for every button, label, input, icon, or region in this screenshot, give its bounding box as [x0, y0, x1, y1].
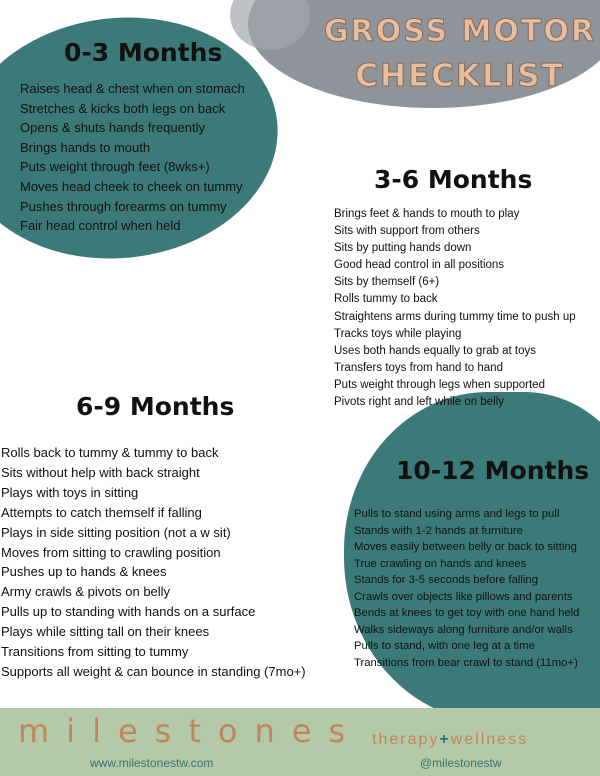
list-item: Pulls up to standing with hands on a surface [1, 604, 256, 620]
list-item: Walks sideways along furniture and/or walls [354, 623, 573, 636]
list-10-12-months [354, 506, 579, 671]
list-item: Plays with toys in sitting [1, 484, 139, 500]
list-item: Sits by putting hands down [334, 242, 472, 255]
list-item: Uses both hands equally to grab at toys [334, 344, 537, 357]
list-3-6-months [334, 206, 576, 411]
list-item: Moves head cheek to cheek on tummy [20, 178, 243, 194]
list-item: Puts weight through feet (8wks+) [20, 159, 210, 175]
list-item: Pushes up to hands & knees [1, 564, 167, 580]
list-item: Brings hands to mouth [20, 139, 151, 155]
section-heading-3-6: 3-6 Months [374, 165, 533, 194]
checklist-title-line2: CHECKLIST [355, 58, 565, 94]
list-item: Stands for 3-5 seconds before falling [354, 574, 538, 586]
list-item: Army crawls & pivots on belly [1, 584, 171, 600]
list-6-9-months [1, 443, 306, 682]
list-item: Plays in side sitting position (not a w sit) [1, 524, 231, 540]
list-item: Stands with 1-2 hands at furniture [354, 524, 523, 537]
list-item: Good head control in all positions [334, 259, 505, 272]
list-item: Transitions from sitting to tummy [1, 644, 189, 660]
list-item: Supports all weight & can bounce in standing (7mo+) [1, 663, 306, 679]
list-item: Fair head control when held [20, 218, 181, 234]
list-item: Tracks toys while playing [334, 327, 462, 340]
list-item: Transitions from bear crawl to stand (11mo+) [354, 656, 578, 669]
list-item: Pulls to stand using arms and legs to pull [354, 508, 560, 520]
list-item: Stretches & kicks both legs on back [20, 100, 226, 116]
list-0-3-months [20, 79, 245, 236]
list-item: Plays while sitting tall on their knees [1, 624, 210, 640]
list-item: Pushes through forearms on tummy [20, 198, 227, 214]
list-item: True crawling on hands and knees [354, 557, 527, 570]
website-link[interactable]: www.milestonestw.com [90, 756, 214, 770]
tagline-therapy: therapy [372, 731, 440, 748]
list-item: Crawls over objects like pillows and parents [354, 590, 573, 603]
list-item: Sits without help with back straight [1, 464, 200, 480]
list-item: Bends at knees to get toy with one hand held [354, 607, 580, 619]
section-heading-0-3: 0-3 Months [64, 38, 223, 67]
list-item: Attempts to catch themself if falling [1, 504, 202, 520]
plus-icon: + [439, 731, 451, 748]
list-item: Opens & shuts hands frequently [20, 120, 206, 136]
list-item: Straightens arms during tummy time to push up [334, 310, 576, 323]
list-item: Pulls to stand, with one leg at a time [354, 640, 535, 652]
list-item: Transfers toys from hand to hand [334, 361, 503, 374]
social-handle[interactable]: @milestonestw [420, 756, 502, 770]
section-heading-10-12: 10-12 Months [396, 456, 590, 485]
list-item: Moves from sitting to crawling position [1, 544, 221, 560]
list-item: Rolls tummy to back [334, 293, 438, 306]
list-item: Raises head & chest when on stomach [20, 81, 245, 96]
list-item: Brings feet & hands to mouth to play [334, 208, 520, 220]
section-heading-6-9: 6-9 Months [76, 392, 235, 421]
list-item: Puts weight through legs when supported [334, 378, 545, 391]
list-item: Pivots right and left while on belly [334, 396, 505, 409]
checklist-title-line1: GROSS MOTOR [324, 14, 596, 49]
brand-tagline [372, 731, 528, 749]
brand-wordmark: milestones [18, 712, 363, 750]
list-item: Sits with support from others [334, 225, 480, 238]
list-item: Moves easily between belly or back to sitting [354, 541, 577, 553]
list-item: Rolls back to tummy & tummy to back [1, 445, 219, 460]
list-item: Sits by themself (6+) [334, 276, 440, 289]
tagline-wellness: wellness [450, 731, 529, 748]
